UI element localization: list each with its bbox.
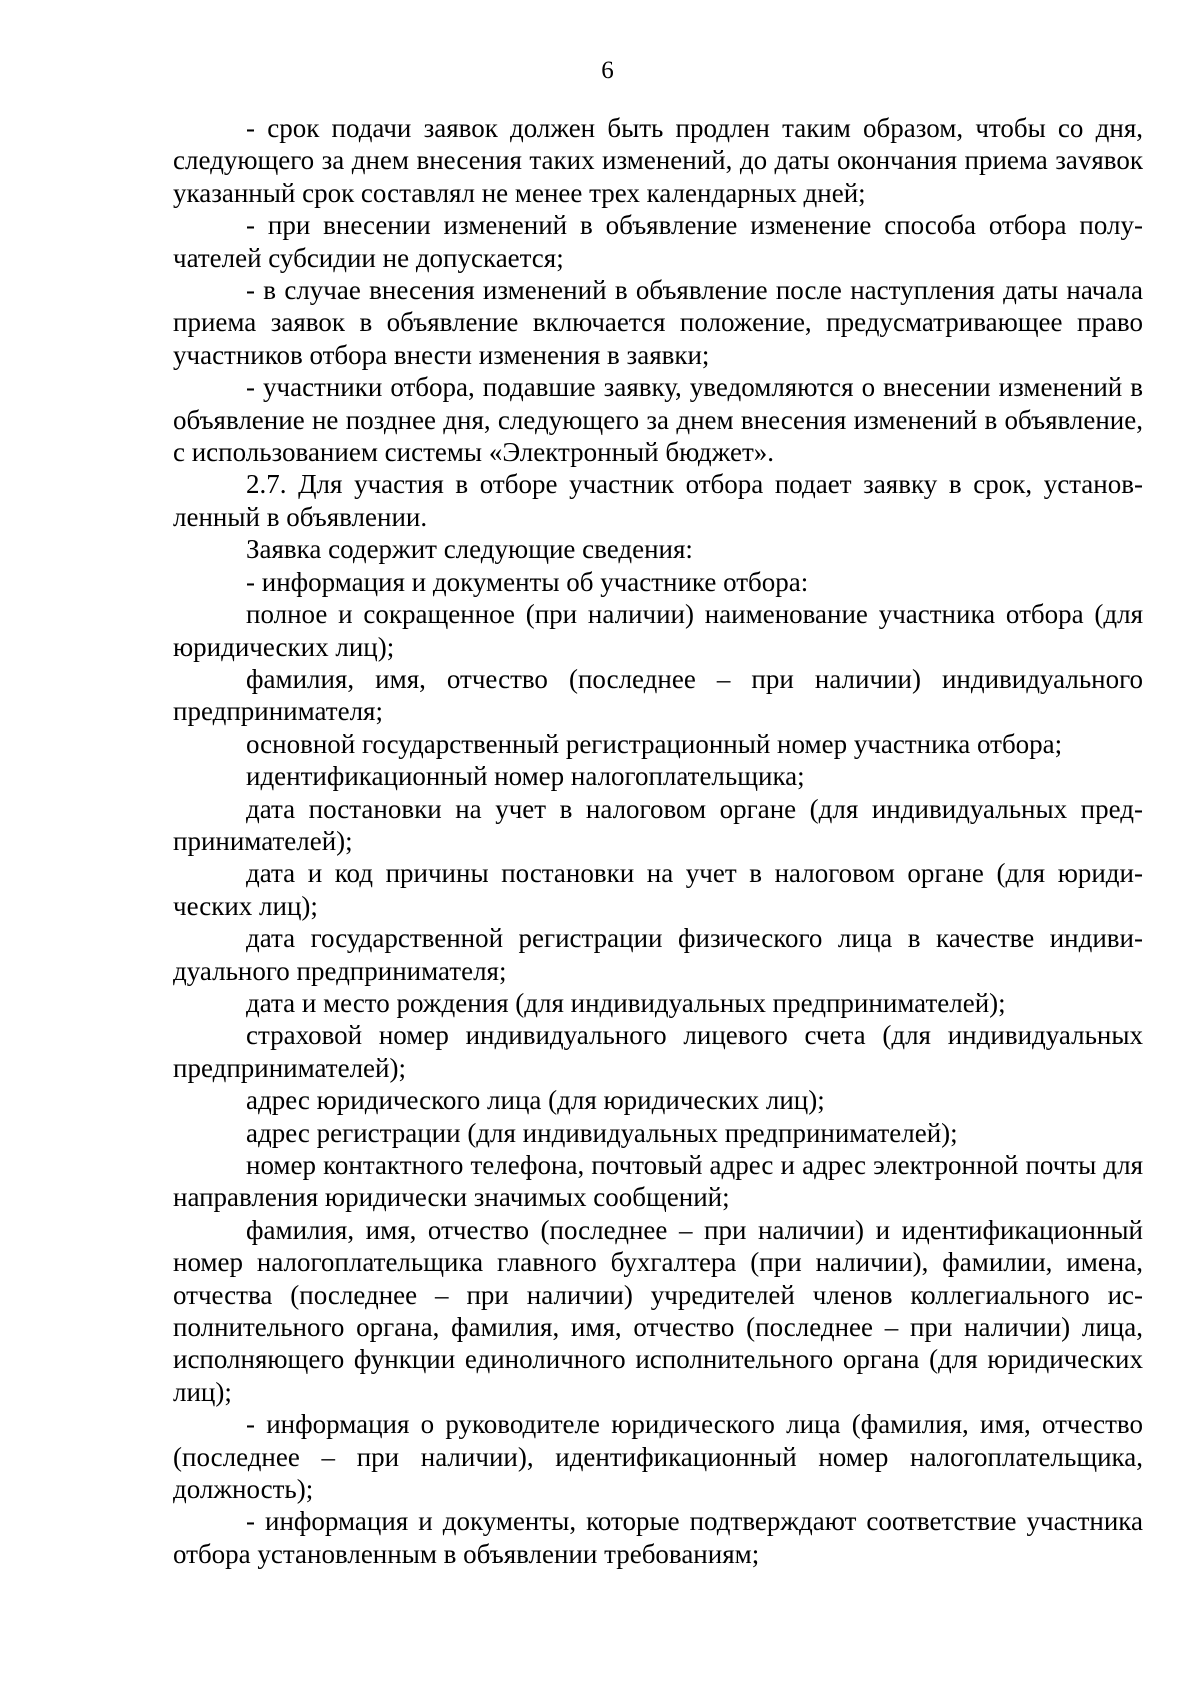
paragraph: дата и место рождения (для индивидуальных предпринимателей);: [246, 987, 1006, 1018]
paragraph: - срок подачи заявок должен быть продлен таким образом, чтобы со дня, следующего за днем внесения таких изменений, до даты окончания приема заvявок указанный срок составлял не менее трех календарных дней;: [173, 113, 1143, 208]
paragraph: идентификационный номер налогоплательщика;: [246, 761, 805, 792]
paragraph: - информация и документы об участнике отбора:: [246, 566, 809, 597]
paragraph: адрес регистрации (для индивидуальных предпринимателей);: [246, 1117, 958, 1148]
paragraph: фамилия, имя, отчество (последнее – при наличии) индивидуального предпринимателя;: [173, 663, 1143, 727]
paragraph: - при внесении изменений в объявление изменение способа отбора получателей субсидии не допускается;: [173, 210, 1143, 273]
paragraph: - информация и документы, которые подтверждают соответствие участника отбора установленным в объявлении требованиям;: [173, 1506, 1143, 1569]
paragraph: адрес юридического лица (для юридических лиц);: [246, 1085, 825, 1116]
paragraph: 2.7. Для участия в отборе участник отбора подает заявку в срок, установленный в объявлении.: [173, 469, 1143, 532]
document-body: [173, 112, 1143, 1570]
paragraph: страховой номер индивидуального лицевого счета (для индивидуальных предпринимателей);: [173, 1020, 1143, 1083]
paragraph: номер контактного телефона, почтовый адрес и адрес электронной почты для направления юридически значимых сообщений;: [173, 1150, 1143, 1213]
paragraph: Заявка содержит следующие сведения:: [246, 534, 693, 565]
paragraph: фамилия, имя, отчество (последнее – при наличии) и идентификационный номер налогоплательщика главного бухгалтера (при наличии), фамилии, имена, отчества (последнее – при наличии) учредителей членов коллегиального исполнительного органа, фамилия, имя, отчество (последнее – при наличии) лица, исполняющего функции единоличного исполнительного органа (для юридических лиц);: [173, 1214, 1143, 1407]
paragraph: - информация о руководителе юридического лица (фамилия, имя, отчество (последнее – при наличии), идентификационный номер налогоплательщика, должность);: [173, 1409, 1143, 1505]
paragraph: - в случае внесения изменений в объявление после наступления даты начала приема заявок в объявление включается положение, предусматривающее право участников отбора внести изменения в заявки;: [173, 275, 1143, 370]
page-number: 6: [601, 57, 614, 84]
paragraph: дата и код причины постановки на учет в налоговом органе (для юридических лиц);: [173, 858, 1143, 921]
paragraph: - участники отбора, подавшие заявку, уведомляются о внесении изменений в объявление не позднее дня, следующего за днем внесения изменений в объявление, с использованием системы «Электронный бюджет».: [173, 372, 1143, 468]
paragraph: дата государственной регистрации физического лица в качестве индивидуального предпринимателя;: [173, 923, 1143, 986]
paragraph: основной государственный регистрационный номер участника отбора;: [246, 728, 1063, 759]
paragraph: дата постановки на учет в налоговом органе (для индивидуальных предпринимателей);: [173, 793, 1143, 856]
paragraph: полное и сокращенное (при наличии) наименование участника отбора (для юридических лиц);: [173, 599, 1143, 662]
